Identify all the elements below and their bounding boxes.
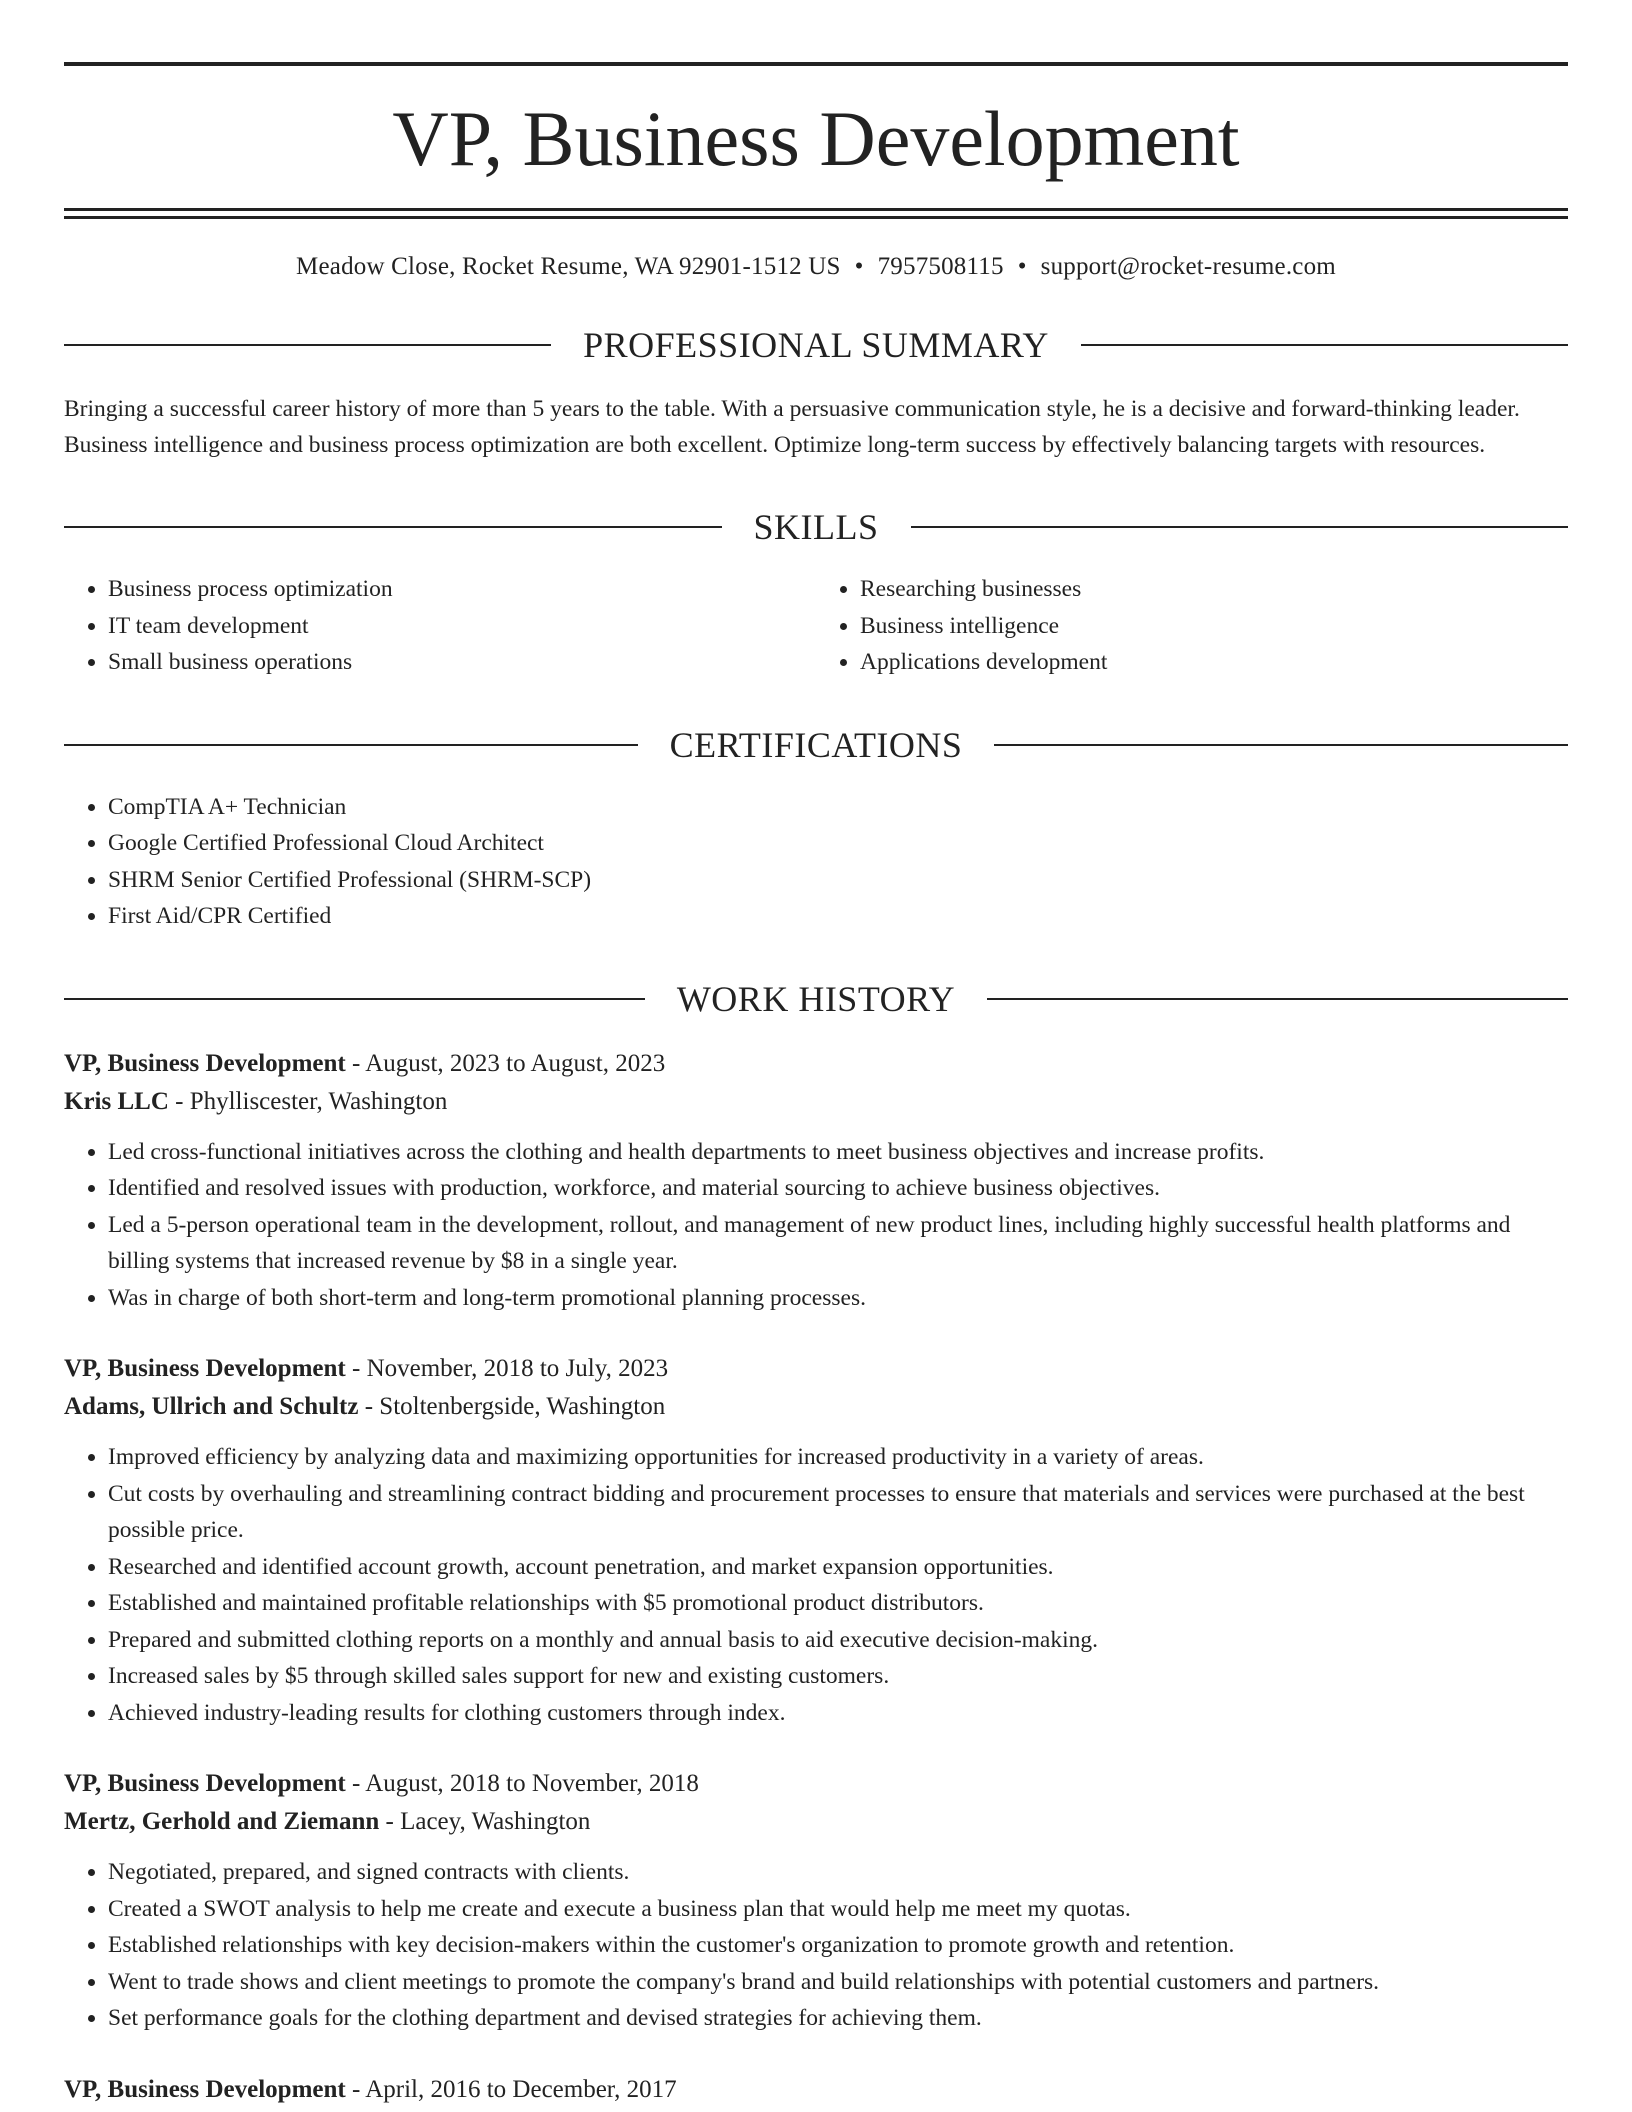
- job-company-line: [64, 1803, 1568, 1841]
- job-bullet: • Was in charge of both short-term and long-term promotional planning processes.: [108, 1280, 1568, 1317]
- section-title: SKILLS: [753, 507, 879, 547]
- certification-item: • First Aid/CPR Certified: [108, 898, 1568, 935]
- contact-email: support@rocket-resume.com: [1040, 253, 1336, 280]
- skills-column-left: [64, 571, 816, 681]
- job-dates: - August, 2023 to August, 2023: [345, 1049, 666, 1077]
- job-company: Adams, Ullrich and Schultz: [64, 1393, 359, 1420]
- job-company-line: [64, 1083, 1568, 1121]
- contact-separator: •: [854, 253, 864, 280]
- job-bullet: • Improved efficiency by analyzing data and maximizing opportunities for increased productivity in a variety of areas.: [108, 1439, 1568, 1476]
- summary-text: Bringing a successful career history of more than 5 years to the table. With a persuasive communication style, he is a decisive and forward-thinking leader. Business intelligence and business process optimization are both excellent. Optimize long-term success by effectively balancing targets with resources.: [64, 396, 1520, 458]
- skills-section-header: [64, 509, 1568, 545]
- divider-line: [987, 998, 1568, 1000]
- job-bullet: • Led a 5-person operational team in the development, rollout, and management of new product lines, including highly successful health platforms and billing systems that increased revenue by $8 in a single year.: [108, 1207, 1568, 1280]
- certification-item: • CompTIA A+ Technician: [108, 789, 1568, 826]
- contact-line: [64, 253, 1568, 281]
- certifications-section-header: [64, 724, 1568, 765]
- divider-line: [64, 744, 638, 746]
- title-double-rule: [64, 208, 1568, 219]
- job-bullet: • Achieved industry-leading results for clothing customers through index.: [108, 1695, 1568, 1732]
- job-location: - Stoltenbergside, Washington: [358, 1393, 666, 1420]
- divider-line: [64, 344, 551, 346]
- job-entry: [64, 1350, 1568, 1731]
- contact-separator: •: [1017, 253, 1027, 280]
- work-history: [64, 1045, 1568, 2109]
- divider-line: [994, 744, 1568, 746]
- work-section-header: [64, 978, 1568, 1019]
- job-title: VP, Business Development: [64, 1049, 346, 1077]
- job-bullet: • Cut costs by overhauling and streamlining contract bidding and procurement processes to ensure that materials and services were purchased at the best possible price.: [108, 1476, 1568, 1549]
- certification-item: • Google Certified Professional Cloud Architect: [108, 825, 1568, 862]
- job-bullets: [64, 1439, 1568, 1731]
- job-title: VP, Business Development: [64, 2075, 346, 2103]
- job-bullet: • Established and maintained profitable relationships with $5 promotional product distributors.: [108, 1585, 1568, 1622]
- contact-phone: 7957508115: [877, 253, 1004, 280]
- job-bullet: • Created a SWOT analysis to help me create and execute a business plan that would help me meet my quotas.: [108, 1891, 1568, 1928]
- divider-line: [911, 526, 1569, 528]
- divider-line: [64, 998, 645, 1000]
- job-bullets: [64, 1854, 1568, 2037]
- section-title: PROFESSIONAL SUMMARY: [583, 325, 1049, 365]
- job-dates: - August, 2018 to November, 2018: [345, 1770, 699, 1797]
- job-bullet: • Researched and identified account growth, account penetration, and market expansion opportunities.: [108, 1549, 1568, 1586]
- top-rule: [64, 62, 1568, 66]
- job-entry: [64, 1765, 1568, 2037]
- skill-item: • Business process optimization: [108, 571, 816, 608]
- job-bullet: • Established relationships with key decision-makers within the customer's organization to promote growth and retention.: [108, 1927, 1568, 1964]
- resume-page: [64, 0, 1568, 2109]
- job-location: - Lacey, Washington: [379, 1808, 591, 1835]
- job-title-line: [64, 2071, 1568, 2109]
- job-bullets: [64, 1134, 1568, 1317]
- job-dates: - November, 2018 to July, 2023: [345, 1355, 669, 1382]
- contact-address: Meadow Close, Rocket Resume, WA 92901-1512 US: [296, 253, 841, 280]
- section-title: WORK HISTORY: [676, 978, 956, 1019]
- job-title: VP, Business Development: [64, 1355, 346, 1382]
- job-company-line: [64, 1388, 1568, 1426]
- job-location: - Phylliscester, Washington: [168, 1087, 448, 1115]
- job-entry: [64, 1045, 1568, 1317]
- job-bullet: • Went to trade shows and client meetings to promote the company's brand and build relationships with potential customers and partners.: [108, 1964, 1568, 2001]
- skill-item: • Researching businesses: [860, 571, 1568, 608]
- job-title-line: [64, 1765, 1568, 1803]
- certifications-list: [64, 789, 1568, 935]
- skill-item: • Business intelligence: [860, 608, 1568, 645]
- skill-item: • Applications development: [860, 644, 1568, 681]
- summary-section-header: [64, 327, 1568, 363]
- skills-column-right: [816, 571, 1568, 681]
- job-title: VP, Business Development: [64, 1770, 346, 1797]
- page-title: VP, Business Development: [392, 95, 1240, 182]
- divider-line: [1081, 344, 1568, 346]
- job-bullet: • Increased sales by $5 through skilled sales support for new and existing customers.: [108, 1658, 1568, 1695]
- job-bullet: • Set performance goals for the clothing department and devised strategies for achieving them.: [108, 2000, 1568, 2037]
- section-title: CERTIFICATIONS: [669, 724, 963, 765]
- job-company: Kris LLC: [64, 1087, 169, 1115]
- job-company: Mertz, Gerhold and Ziemann: [64, 1808, 380, 1835]
- job-entry: [64, 2071, 1568, 2109]
- job-bullet: • Identified and resolved issues with production, workforce, and material sourcing to achieve business objectives.: [108, 1170, 1568, 1207]
- job-bullet: • Prepared and submitted clothing reports on a monthly and annual basis to aid executive decision-making.: [108, 1622, 1568, 1659]
- job-title-line: [64, 1350, 1568, 1388]
- skills-list: [64, 571, 1568, 681]
- job-title-line: [64, 1045, 1568, 1083]
- job-bullet: • Negotiated, prepared, and signed contracts with clients.: [108, 1854, 1568, 1891]
- job-bullet: • Led cross-functional initiatives across the clothing and health departments to meet business objectives and increase profits.: [108, 1134, 1568, 1171]
- certification-item: • SHRM Senior Certified Professional (SHRM-SCP): [108, 862, 1568, 899]
- job-dates: - April, 2016 to December, 2017: [345, 2075, 677, 2103]
- divider-line: [64, 526, 722, 528]
- skill-item: • IT team development: [108, 608, 816, 645]
- skill-item: • Small business operations: [108, 644, 816, 681]
